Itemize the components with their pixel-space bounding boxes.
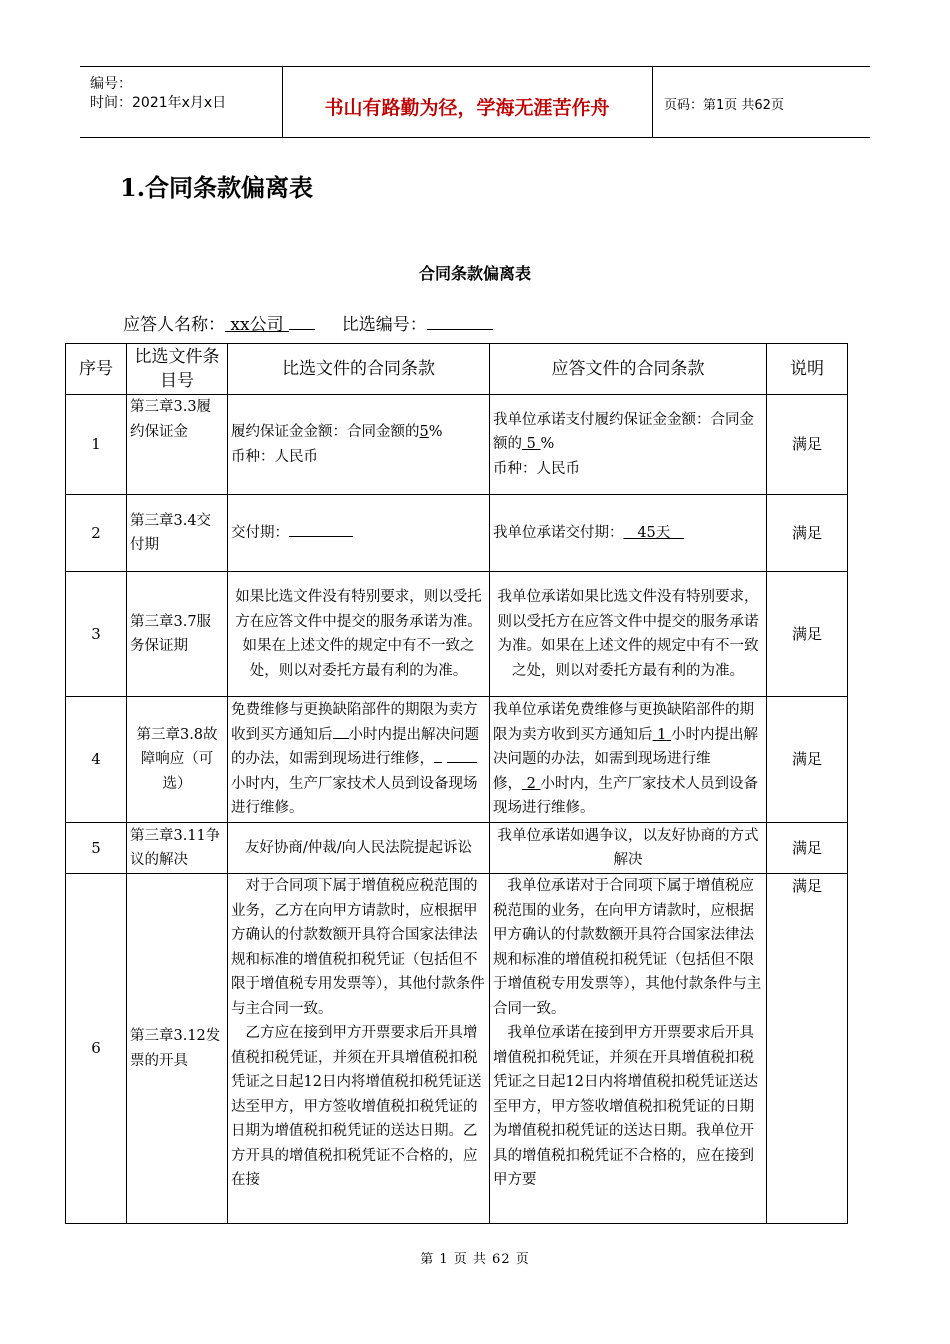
row-note: 满足 [767, 395, 848, 495]
row-note: 满足 [767, 697, 848, 823]
row-clause: 第三章3.7服务保证期 [127, 572, 228, 697]
header-left-cell [80, 67, 283, 137]
row-no: 2 [66, 495, 127, 572]
row-response: 我单位承诺对于合同项下属于增值税应税范围的业务，在向甲方请款时，应根据甲方确认的付款数额开具符合国家法律法规和标准的增值税扣税凭证（包括但不限于增值税专用发票等），其他付款条件与主合同一致。 我单位承诺在接到甲方开票要求后开具增值税扣税凭证，并须在开具增值税扣税凭证之日起12日内将增值税扣税凭证送达至甲方，甲方签收增值税扣税凭证的日期为增值税扣税凭证的送达日期。我单位开具的增值税扣税凭证不合格的，应在接到甲方要 [490, 874, 767, 1224]
page-footer: 第 1 页 共 62 页 [420, 1252, 530, 1267]
row-clause: 第三章3.3履约保证金 [127, 395, 228, 495]
table-header-row [66, 344, 848, 395]
document-date: 时间：2021年x月x日 [90, 95, 227, 111]
row-response: 我单位承诺免费维修与更换缺陷部件的期限为卖方收到买方通知后 1 小时内提出解决问题的办法，如需到现场进行维修， 2 小时内，生产厂家技术人员到设备现场进行维修。 [490, 697, 767, 823]
header-note: 说明 [767, 344, 848, 395]
table-row [66, 395, 848, 495]
row-note: 满足 [767, 495, 848, 572]
row-no: 1 [66, 395, 127, 495]
respondent-label: 应答人名称： [123, 315, 225, 335]
row-clause: 第三章3.8故障响应（可选） [127, 697, 228, 823]
respondent-value: xx公司 [225, 315, 289, 335]
deviation-table [65, 343, 848, 1224]
row-no: 6 [66, 874, 127, 1224]
row-response: 我单位承诺如遇争议，以友好协商的方式解决 [490, 823, 767, 874]
row-no: 4 [66, 697, 127, 823]
table-row [66, 495, 848, 572]
header-page-info: 页码：第1页 共62页 [664, 98, 784, 113]
row-requirement: 对于合同项下属于增值税应税范围的业务，乙方在向甲方请款时，应根据甲方确认的付款数额开具符合国家法律法规和标准的增值税扣税凭证（包括但不限于增值税专用发票等），其他付款条件与主合同一致。 乙方应在接到甲方开票要求后开具增值税扣税凭证，并须在开具增值税扣税凭证之日起12日内将增值税扣税凭证送达至甲方，甲方签收增值税扣税凭证的日期为增值税扣税凭证的送达日期。乙方开具的增值税扣税凭证不合格的，应在接 [228, 874, 490, 1224]
section-title: 1.合同条款偏离表 [120, 173, 314, 202]
row-clause: 第三章3.11争议的解决 [127, 823, 228, 874]
row-note: 满足 [767, 572, 848, 697]
bid-number-label: 比选编号： [341, 315, 427, 335]
table-row [66, 697, 848, 823]
row-clause: 第三章3.4交付期 [127, 495, 228, 572]
document-number: 编号： [90, 76, 132, 92]
header-resp: 应答文件的合同条款 [490, 344, 767, 395]
header-no: 序号 [66, 344, 127, 395]
row-no: 5 [66, 823, 127, 874]
row-requirement: 如果比选文件没有特别要求，则以受托方在应答文件中提交的服务承诺为准。如果在上述文件的规定中有不一致之处，则以对委托方最有利的为准。 [228, 572, 490, 697]
table-row [66, 572, 848, 697]
header-req: 比选文件的合同条款 [228, 344, 490, 395]
header-motto: 书山有路勤为径，学海无涯苦作舟 [324, 97, 610, 119]
row-requirement: 履约保证金金额：合同金额的5% 币种：人民币 [228, 395, 490, 495]
table-caption: 合同条款偏离表 [418, 264, 531, 283]
row-response: 我单位承诺交付期： 45天 [490, 495, 767, 572]
row-requirement: 交付期： [228, 495, 490, 572]
bid-number-blank [427, 315, 493, 330]
row-requirement: 免费维修与更换缺陷部件的期限为卖方收到买方通知后 小时内提出解决问题的办法，如需到现场进行维修， 小时内，生产厂家技术人员到设备现场进行维修。 [228, 697, 490, 823]
row-note: 满足 [767, 874, 848, 1224]
table-row [66, 823, 848, 874]
row-clause: 第三章3.12发票的开具 [127, 874, 228, 1224]
respondent-line [123, 310, 493, 335]
header-motto-cell [282, 67, 653, 137]
page-header [80, 66, 870, 138]
table-row [66, 874, 848, 1224]
row-response: 我单位承诺如果比选文件没有特别要求，则以受托方在应答文件中提交的服务承诺为准。如果在上述文件的规定中有不一致之处，则以对委托方最有利的为准。 [490, 572, 767, 697]
header-clause: 比选文件条目号 [127, 344, 228, 395]
row-requirement: 友好协商/仲裁/向人民法院提起诉讼 [228, 823, 490, 874]
row-no: 3 [66, 572, 127, 697]
row-response: 我单位承诺支付履约保证金金额：合同金额的 5 % 币种：人民币 [490, 395, 767, 495]
row-note: 满足 [767, 823, 848, 874]
